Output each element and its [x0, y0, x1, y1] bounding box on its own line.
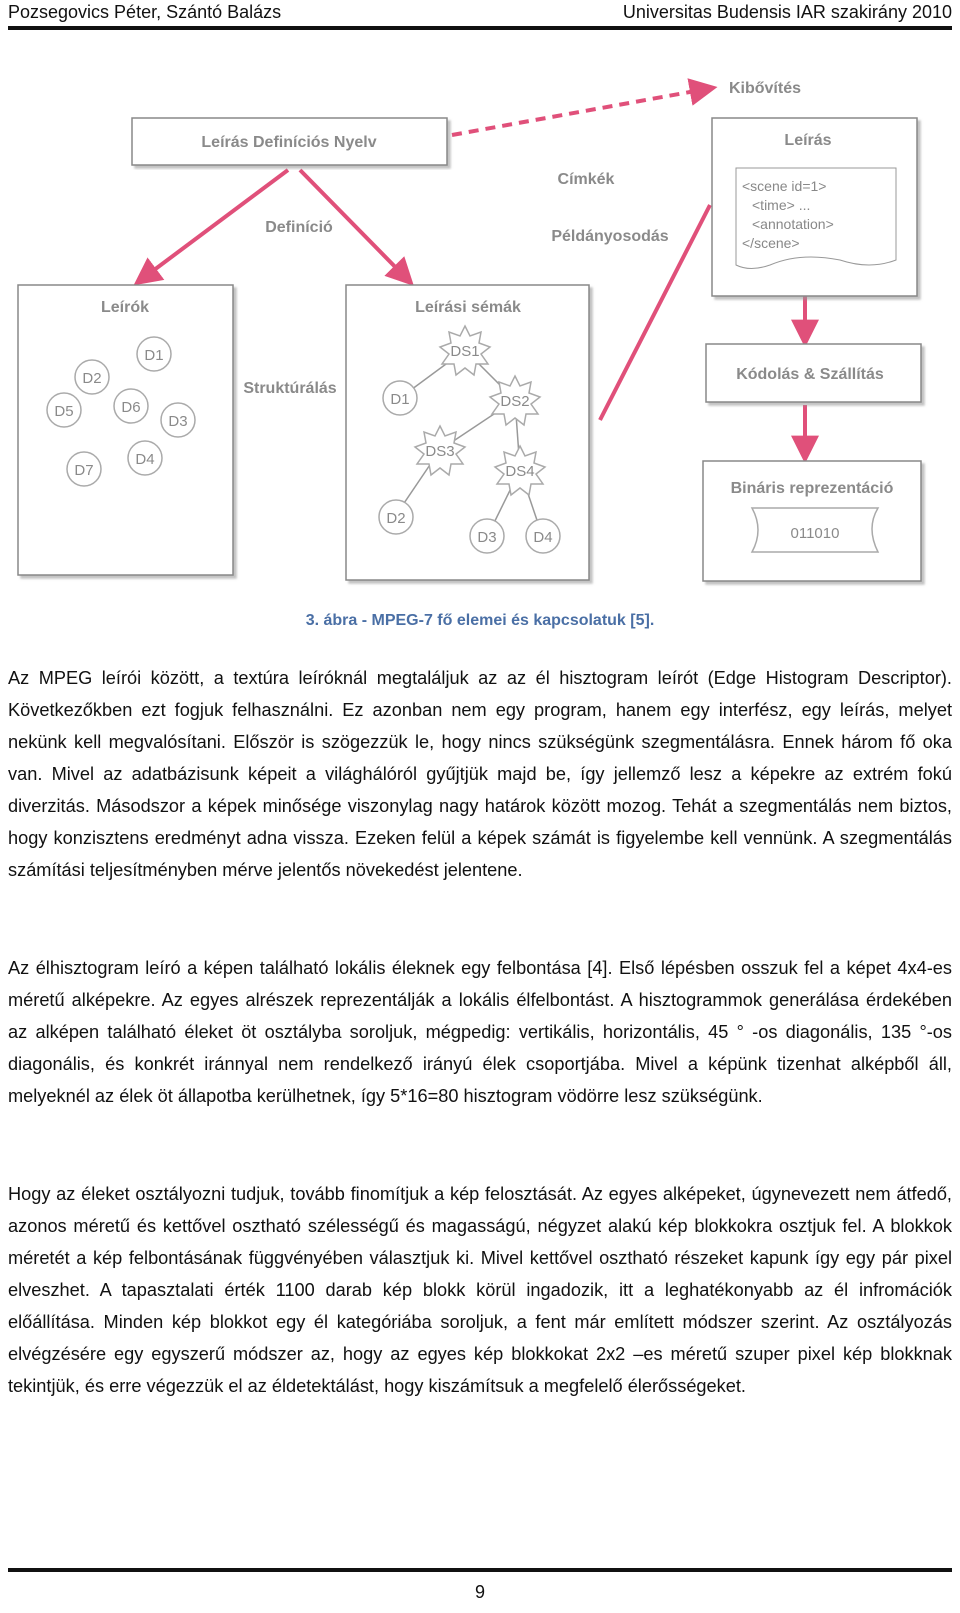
kodolas-label: Kódolás & Szállítás: [736, 366, 884, 383]
svg-text:D4: D4: [135, 451, 155, 468]
svg-text:D4: D4: [533, 529, 553, 546]
svg-text:D2: D2: [386, 510, 406, 527]
svg-text:D3: D3: [477, 529, 497, 546]
paragraph-3: Hogy az éleket osztályozni tudjuk, tovább finomítjuk a kép felosztását. Az egyes alképeket, úgynevezett nem átfedő, azonos méretű és kettővel osztható szélességű és magasságú, négyzet alakú kép blokkokra osztjuk fel. A blokkok méretét a kép felbontásának függvényében választjuk ki. Mivel kettővel osztható részeket kapunk így egy pár pixel elveszhet. A tapasztalati érték 1100 darab kép blokk körül ingadozik, itt a leghatékonyabb az él infromációk előállítása. Minden kép blokkot egy él kategóriába soroljuk, a fent már említett módszer szerint. Az osztályozás elvégzésére egy egyszerű módszer az, hogy az egyes kép blokkokat 2x2 –es méretű szuper pixel kép blokknak tekintjük, és erre végezzük el az éldetektálást, hogy kiszámítsuk a megfelelő élerősségeket.: [8, 1184, 952, 1396]
descriptor-d7: [67, 452, 101, 486]
code-line-3: <annotation>: [752, 216, 834, 232]
svg-text:D5: D5: [54, 403, 74, 420]
kibovites-label: Kibővítés: [728, 80, 802, 97]
svg-text:DS4: DS4: [505, 463, 535, 480]
paragraph-1: Az MPEG leírói között, a textúra leíróknál megtaláljuk az az él hisztogram leírót (Edge Histogram Descriptor). Következőkben ezt fogjuk felhasználni. Ez azonban nem egy program, hanem egy interfész, egy leírás, melyet nekünk kell megvalósítani. Először is szögezzük le, hogy nincs szükségünk szegmentálásra. Ennek három fő oka van. Mivel az adatbázisunk képeit a világhálóról gyűjtjük majd be, így jellemző lesz a képekre az extrém fokú diverzitás. Másodszor a képek minősége viszonylag nagy határok között mozog. Tehát a szegmentálás nem biztos, hogy konzisztens eredményt adna vissza. Ezeken felül a képek számát is figyelembe kell vennünk. A szegmentálás számítási teljesítményben mérve jelentős növekedést jelentene.: [8, 668, 952, 880]
cimkek-label: Címkék: [557, 171, 615, 188]
descriptor-d4: [128, 441, 162, 475]
svg-text:D2: D2: [82, 370, 102, 387]
header-institution: Universitas Budensis IAR szakirány 2010: [622, 2, 952, 22]
svg-text:D1: D1: [390, 391, 410, 408]
ldl-label: Leírás Definíciós Nyelv: [201, 134, 377, 151]
svg-text:D1: D1: [144, 347, 164, 364]
strukturalas-label: Struktúrálás: [243, 380, 337, 397]
page-number: 9: [474, 1582, 485, 1602]
paragraph-2: Az élhisztogram leíró a képen található lokális éleknek egy felbontása [4]. Első lépésben osszuk fel a képet 4x4-es méretű alképekre. Az egyes alrészek reprezentálják a lokális élfelbontást. A hisztogrammok generálása érdekében az alképen található éleket öt osztályba soroljuk, mégpedig: vertikális, horizontális, 45 ° -os diagonális, 135 °-os diagonális, és konkrét iránnyal nem rendelkező irányú élek csoportjába. Mivel a képünk tizenhat alképből áll, melyeknél az élek öt állapotba kerülhetnek, így 5*16=80 hisztogram vödörre lesz szükségünk.: [8, 958, 952, 1106]
svg-text:D7: D7: [74, 462, 94, 479]
header-authors: Pozsegovics Péter, Szántó Balázs: [8, 2, 282, 22]
footer-rule: [8, 1568, 952, 1572]
svg-text:DS1: DS1: [450, 343, 480, 360]
descriptor-d5: [47, 393, 81, 427]
scheme-leaf-d1: [383, 381, 417, 415]
descriptor-d3: [161, 403, 195, 437]
descriptor-d1: [137, 337, 171, 371]
svg-text:DS3: DS3: [425, 443, 455, 460]
code-line-2: <time> ...: [752, 197, 811, 213]
page-header: [8, 0, 952, 30]
definicio-label: Definíció: [265, 219, 333, 236]
svg-text:DS2: DS2: [500, 393, 530, 410]
descriptor-d6: [114, 389, 148, 423]
code-line-4: </scene>: [742, 235, 800, 251]
binaris-label: Bináris reprezentáció: [730, 480, 894, 497]
scheme-leaf-d4: [526, 519, 560, 553]
figure-caption: 3. ábra - MPEG-7 fő elemei és kapcsolatuk [5].: [305, 612, 655, 629]
svg-text:D3: D3: [168, 413, 188, 430]
leirok-box: [18, 285, 233, 575]
leirasi-semak-label: Leírási sémák: [415, 299, 521, 316]
scheme-leaf-d2: [379, 500, 413, 534]
mpeg7-diagram: [0, 60, 960, 615]
scheme-leaf-d3: [470, 519, 504, 553]
peldanyositas-label: Példányosodás: [551, 228, 669, 245]
header-rule: [8, 26, 952, 30]
leiras-label: Leírás: [784, 132, 832, 149]
kibovites-arrow: [452, 88, 712, 135]
descriptor-d2: [75, 360, 109, 394]
binary-value: 011010: [790, 525, 840, 542]
svg-text:D6: D6: [121, 399, 141, 416]
leirok-label: Leírók: [100, 299, 150, 316]
code-line-1: <scene id=1>: [742, 178, 827, 194]
